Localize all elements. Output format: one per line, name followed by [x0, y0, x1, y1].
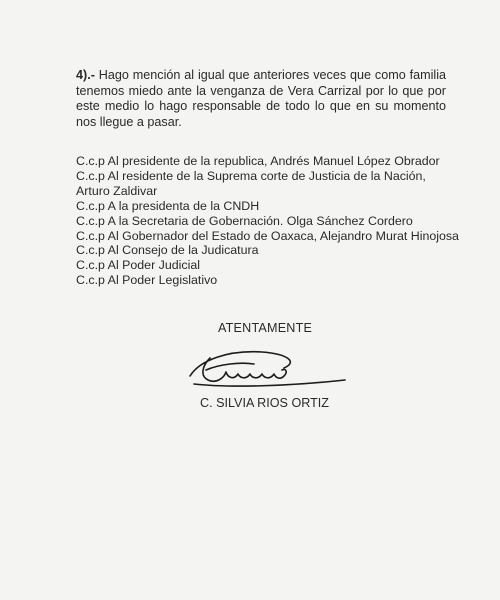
- paragraph-text: Hago mención al igual que anteriores veces que como familia tenemos miedo ante la venganza de Vera Carrizal por lo que por este medio lo hago responsable de todo lo que en su momento nos llegue a pasar.: [76, 68, 446, 129]
- cc-item: C.c.p A la Secretaria de Gobernación. Olga Sánchez Cordero: [76, 213, 413, 228]
- cc-item: C.c.p Al Gobernador del Estado de Oaxaca, Alejandro Murat Hinojosa: [76, 228, 459, 243]
- cc-item: C.c.p A la presidenta de la CNDH: [76, 198, 260, 213]
- cc-item: C.c.p Al Poder Judicial: [76, 258, 200, 273]
- cc-item: C.c.p Al presidente de la republica, Andrés Manuel López Obrador: [76, 154, 440, 168]
- paragraph-number: 4).-: [76, 68, 95, 82]
- closing-salutation: ATENTAMENTE: [218, 321, 313, 335]
- cc-list: [76, 154, 459, 288]
- cc-item: C.c.p Al residente de la Suprema corte de Justicia de la Nación, Arturo Zaldivar: [76, 168, 426, 198]
- signer-name: C. SILVIA RIOS ORTIZ: [200, 396, 329, 410]
- paragraph-4: [76, 68, 446, 130]
- cc-item: C.c.p Al Consejo de la Judicatura: [76, 243, 259, 258]
- cc-item: C.c.p Al Poder Legislativo: [76, 273, 218, 288]
- handwritten-signature: [180, 342, 350, 392]
